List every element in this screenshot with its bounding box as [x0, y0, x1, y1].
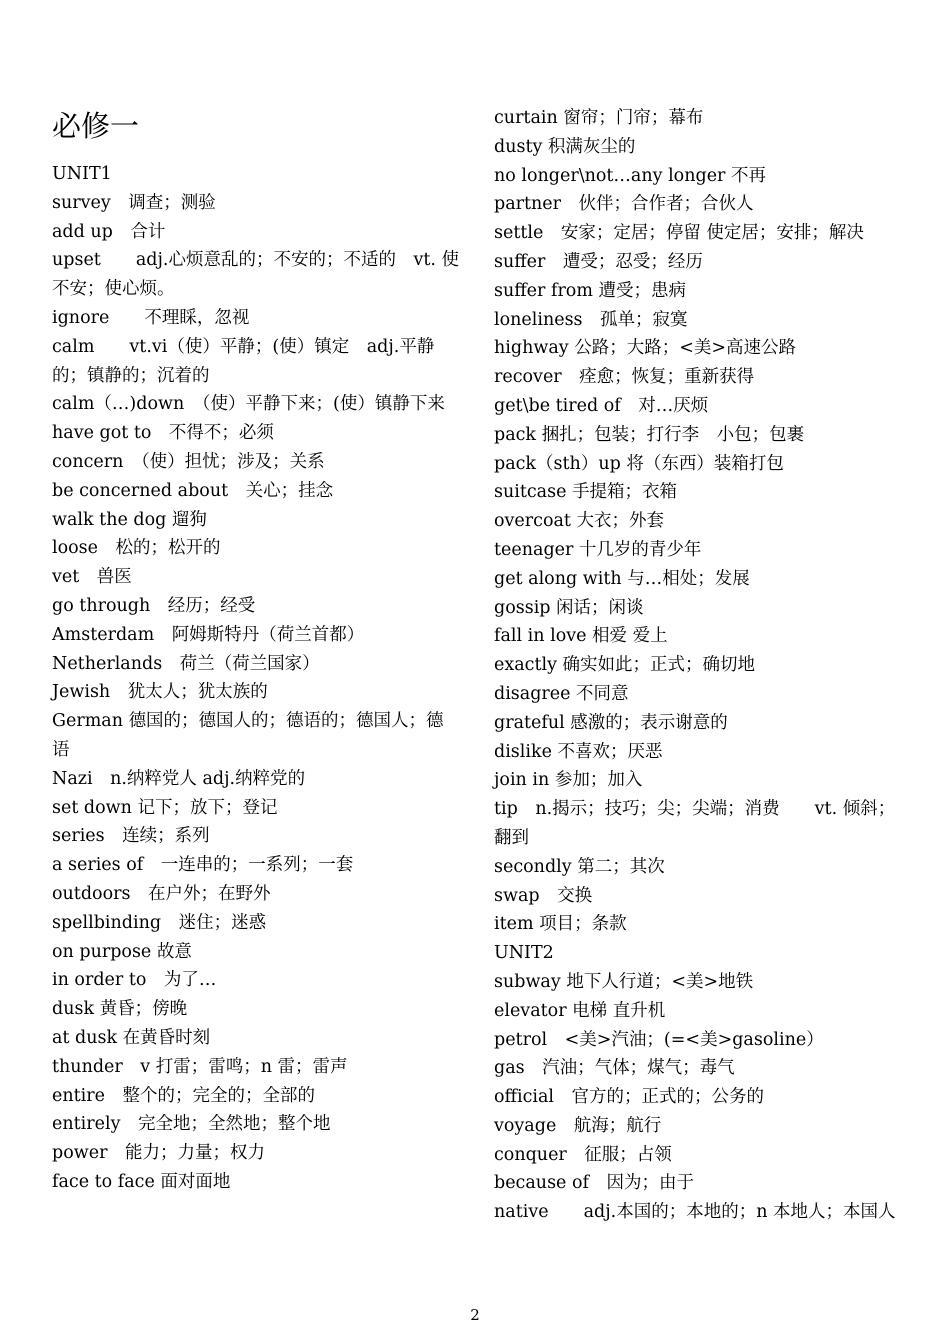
vocabulary-entry: concern （使）担忧；涉及；关系	[52, 451, 325, 472]
vocabulary-entry: go through 经历；经受	[52, 595, 256, 616]
vocabulary-entry: gossip 闲话；闲谈	[494, 597, 644, 618]
vocabulary-entry: upset adj.心烦意乱的；不安的；不适的 vt. 使不安；使心烦。	[52, 250, 460, 300]
vocabulary-entry: face to face 面对面地	[52, 1171, 231, 1192]
vocabulary-entry: join in 参加；加入	[494, 770, 643, 791]
vocabulary-entry: in order to 为了…	[52, 970, 217, 991]
vocabulary-entry: gas 汽油；气体；煤气；毒气	[494, 1058, 735, 1079]
vocabulary-entry: disagree 不同意	[494, 683, 629, 704]
vocabulary-entry: UNIT2	[494, 943, 554, 964]
page-title: 必修一	[52, 109, 140, 143]
vocabulary-list-left	[52, 160, 460, 1197]
vocabulary-entry: dusk 黄昏；傍晚	[52, 999, 188, 1020]
vocabulary-entry: walk the dog 遛狗	[52, 509, 207, 530]
vocabulary-entry: entire 整个的；完全的；全部的	[52, 1085, 315, 1106]
vocabulary-entry: official 官方的；正式的；公务的	[494, 1087, 764, 1108]
vocabulary-entry: ignore 不理睬，忽视	[52, 307, 250, 328]
vocabulary-entry: suffer 遭受；忍受；经历	[494, 251, 703, 272]
vocabulary-entry: on purpose 故意	[52, 941, 192, 962]
vocabulary-list-right	[494, 104, 904, 1227]
vocabulary-entry: set down 记下；放下；登记	[52, 797, 278, 818]
vocabulary-entry: elevator 电梯 直升机	[494, 1000, 666, 1021]
vocabulary-entry: swap 交换	[494, 885, 593, 906]
vocabulary-entry: tip n.揭示；技巧；尖；尖端；消费 vt. 倾斜；翻到	[494, 799, 896, 848]
vocabulary-entry: highway 公路；大路；<美>高速公路	[494, 338, 797, 359]
right-column	[494, 104, 904, 1227]
vocabulary-entry: petrol <美>汽油；(=<美>gasoline）	[494, 1029, 824, 1050]
vocabulary-entry: no longer\not…any longer 不再	[494, 165, 766, 186]
vocabulary-entry: curtain 窗帘；门帘；幕布	[494, 108, 704, 128]
vocabulary-entry: dusty 积满灰尘的	[494, 136, 636, 157]
vocabulary-entry: Amsterdam 阿姆斯特丹（荷兰首都）	[52, 624, 365, 645]
vocabulary-entry: teenager 十几岁的青少年	[494, 539, 702, 560]
vocabulary-entry: outdoors 在户外；在野外	[52, 883, 271, 904]
vocabulary-entry: at dusk 在黄昏时刻	[52, 1027, 211, 1048]
vocabulary-entry: suitcase 手提箱；衣箱	[494, 482, 678, 503]
vocabulary-entry: Jewish 犹太人；犹太族的	[52, 682, 268, 703]
vocabulary-entry: dislike 不喜欢；厌恶	[494, 741, 663, 762]
vocabulary-entry: grateful 感激的；表示谢意的	[494, 712, 728, 733]
vocabulary-entry: UNIT1	[52, 164, 112, 184]
vocabulary-entry: item 项目；条款	[494, 914, 627, 935]
vocabulary-entry: series 连续；系列	[52, 826, 210, 847]
vocabulary-entry: power 能力；力量；权力	[52, 1143, 265, 1164]
vocabulary-entry: Nazi n.纳粹党人 adj.纳粹党的	[52, 768, 306, 789]
vocabulary-entry: German 德国的；德国人的；德语的；德国人；德语	[52, 711, 444, 760]
vocabulary-entry: survey 调查；测验	[52, 192, 216, 213]
vocabulary-entry: calm vt.vi（使）平静；(使）镇定 adj.平静的；镇静的；沉着的	[52, 336, 435, 386]
vocabulary-entry: get along with 与…相处；发展	[494, 568, 750, 589]
vocabulary-entry: exactly 确实如此；正式；确切地	[494, 655, 756, 676]
vocabulary-entry: have got to 不得不；必须	[52, 423, 274, 444]
vocabulary-entry: because of 因为；由于	[494, 1173, 694, 1194]
vocabulary-entry: get\be tired of 对…厌烦	[494, 395, 709, 416]
vocabulary-entry: native adj.本国的；本地的；n 本地人；本国人	[494, 1202, 896, 1223]
vocabulary-entry: fall in love 相爱 爱上	[494, 626, 668, 647]
page-number: 2	[470, 1306, 480, 1324]
vocabulary-entry: pack 捆扎；包装；打行李 小包；包裹	[494, 424, 805, 445]
vocabulary-entry: vet 兽医	[52, 567, 132, 588]
vocabulary-entry: loneliness 孤单；寂寞	[494, 309, 688, 330]
vocabulary-entry: add up 合计	[52, 221, 166, 242]
vocabulary-entry: conquer 征服；占领	[494, 1144, 672, 1165]
vocabulary-entry: suffer from 遭受；患病	[494, 280, 687, 301]
vocabulary-entry: calm（…)down （使）平静下来；(使）镇静下来	[52, 394, 445, 415]
vocabulary-entry: thunder v 打雷；雷鸣；n 雷；雷声	[52, 1056, 348, 1077]
vocabulary-entry: Netherlands 荷兰（荷兰国家）	[52, 653, 320, 674]
left-column	[52, 104, 460, 1197]
vocabulary-entry: loose 松的；松开的	[52, 538, 221, 559]
vocabulary-entry: entirely 完全地；全然地；整个地	[52, 1114, 331, 1135]
vocabulary-entry: be concerned about 关心；挂念	[52, 480, 334, 501]
vocabulary-entry: settle 安家；定居；停留 使定居；安排；解决	[494, 223, 864, 244]
vocabulary-entry: partner 伙伴；合作者；合伙人	[494, 194, 754, 215]
vocabulary-entry: pack（sth）up 将（东西）装箱打包	[494, 453, 784, 474]
vocabulary-entry: secondly 第二；其次	[494, 856, 665, 877]
vocabulary-entry: a series of 一连串的；一系列；一套	[52, 855, 354, 876]
vocabulary-entry: spellbinding 迷住；迷惑	[52, 912, 267, 933]
vocabulary-entry: voyage 航海；航行	[494, 1115, 662, 1136]
vocabulary-entry: recover 痊愈；恢复；重新获得	[494, 367, 755, 388]
vocabulary-entry: subway 地下人行道；<美>地铁	[494, 971, 754, 992]
vocabulary-entry: overcoat 大衣；外套	[494, 511, 665, 532]
